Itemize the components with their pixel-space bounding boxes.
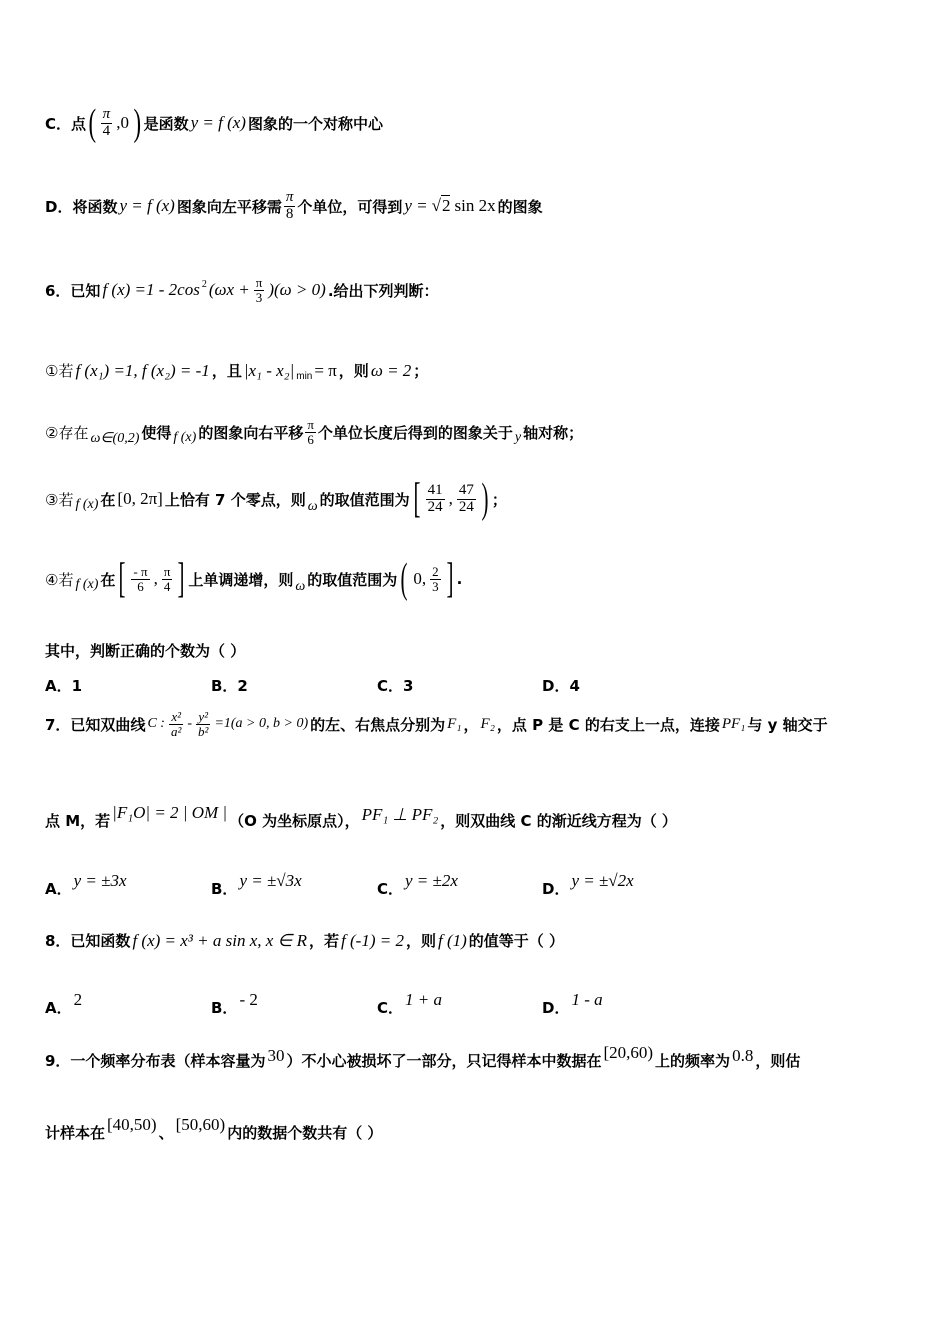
q8-option-a[interactable]: A． 2 xyxy=(45,989,83,1017)
statement-1: ①若 f (x₁) =1, f (x₂) = -1 ，且 |x₁ - x₂| $_{min}$ = π ，则 ω = 2 ； xyxy=(45,360,429,382)
right-paren: ) xyxy=(481,476,489,522)
option-c-label: C．点 xyxy=(45,114,87,133)
question-7-stem-2: 点 M，若 |F₁O| = 2 | OM | （O 为坐标原点）， PF₁ ⊥ PF₂ ，则双曲线 C 的渐近线方程为（ ） xyxy=(45,802,677,830)
question-7-stem-1: 7．已知双曲线 C : $\frac{\text{x²}}{\text{a²}}$ - $\frac{\text{y²}}{\text{b²}}$ =1(a > 0, b > 0) 的左、右焦点分别为 F₁ ， F₂ ，点 P 是 C 的右支上一点，连接 PF₁ 与 y 轴交于 xyxy=(45,709,828,739)
fraction: $\frac{\pi}{4}$ xyxy=(102,105,111,139)
left-bracket: [ xyxy=(118,556,126,602)
q7-option-c[interactable]: C． y = ±2x xyxy=(377,870,458,898)
q6-option-c[interactable]: C．3 xyxy=(377,677,414,695)
q8-option-d[interactable]: D． 1 - a xyxy=(542,989,603,1017)
statement-4: ④若 f (x) 在 [ $\frac{- \pi}{6}$ , $\frac{\pi}{4}$ ] 上单调递增，则 ω 的取值范围为 ( 0, $\frac{2}{3}$ ] . xyxy=(45,556,463,602)
statement-3: ③若 f (x) 在 [0, 2π] 上恰有 7 个零点，则 ω 的取值范围为 [ $\frac{41}{24}$ , $\frac{47}{24}$ ) ； xyxy=(45,476,507,522)
fraction: $\frac{47}{24}$ xyxy=(458,481,474,515)
right-paren: ) xyxy=(133,102,142,144)
fraction: $\frac{2}{3}$ xyxy=(432,563,439,594)
right-bracket: ] xyxy=(446,556,454,602)
right-bracket: ] xyxy=(177,556,185,602)
q7-option-d[interactable]: D． y = ±√2x xyxy=(542,870,634,898)
left-paren: ( xyxy=(400,556,408,602)
question-8-stem: 8．已知函数 f (x) = x³ + a sin x, x ∈ R ，若 f (-1) = 2 ，则 f (1) 的值等于（ ） xyxy=(45,930,565,950)
q6-option-b[interactable]: B．2 xyxy=(211,677,248,695)
fraction: $\frac{\pi}{8}$ xyxy=(285,189,294,222)
question-6-stem: 6．已知 f (x) =1 - 2cos $^2$ (ωx + $\frac{\pi}{3}$ )(ω > 0) .给出下列判断： xyxy=(45,275,439,305)
fraction: $\frac{\pi}{4}$ xyxy=(163,563,171,594)
question-9-stem-1: 9．一个频率分布表（样本容量为 30 ）不小心被损坏了一部分，只记得样本中数据在 [20,60) 上的频率为 0.8 ，则估 xyxy=(45,1042,801,1070)
fraction: $\frac{\pi}{3}$ xyxy=(255,275,263,305)
fraction: $\frac{\text{y²}}{\text{b²}}$ xyxy=(198,709,209,739)
q6-option-d[interactable]: D．4 xyxy=(542,677,580,695)
fraction: $\frac{\text{x²}}{\text{a²}}$ xyxy=(170,709,182,739)
q8-option-c[interactable]: C． 1 + a xyxy=(377,989,442,1017)
q7-option-a[interactable]: A． y = ±3x xyxy=(45,870,127,898)
option-d-line: D．将函数 y = f (x) 图象向左平移需 $\frac{\pi}{8}$ 个单位，可得到 y = √2 sin 2x 的图象 xyxy=(45,189,543,222)
q7-option-b[interactable]: B． y = ±√3x xyxy=(211,870,302,898)
fraction: $\frac{41}{24}$ xyxy=(427,481,443,515)
fraction: $\frac{\pi}{6}$ xyxy=(307,417,314,447)
left-paren: ( xyxy=(88,102,97,144)
q8-option-b[interactable]: B． - 2 xyxy=(211,989,258,1017)
option-c-line: C．点 ( $\frac{\pi}{4}$ ,0 ) 是函数 y = f (x) 图象的一个对称中心 xyxy=(45,102,383,144)
question-9-stem-2: 计样本在 [40,50) 、 [50,60) 内的数据个数共有（ ） xyxy=(45,1114,383,1142)
q6-option-a[interactable]: A．1 xyxy=(45,677,83,695)
left-bracket: [ xyxy=(413,476,421,522)
statement-2: ②存在 ω∈(0,2) 使得 f (x) 的图象向右平移 $\frac{\pi}{6}$ 个单位长度后得到的图象关于 y 轴对称； xyxy=(45,417,584,447)
fraction: $\frac{- \pi}{6}$ xyxy=(133,563,148,594)
question-6-prompt: 其中，判断正确的个数为（ ） xyxy=(45,642,246,660)
